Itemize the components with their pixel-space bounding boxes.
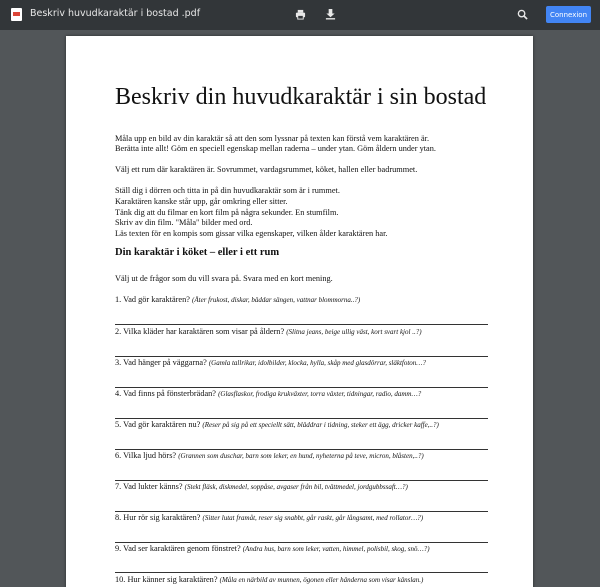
question-hint: (Äter frukost, diskar, bäddar sängen, vattnar blommorna..?)	[192, 296, 361, 304]
viewer-toolbar	[0, 0, 600, 30]
answer-line	[115, 418, 488, 419]
question-text: 1. Vad gör karaktären?	[115, 295, 190, 304]
question-8	[115, 513, 423, 522]
question-text: 10. Hur känner sig karaktären?	[115, 575, 218, 584]
intro-line: Tänk dig att du filmar en kort film på några sekunder. En stumfilm.	[115, 208, 339, 217]
question-text: 5. Vad gör karaktären nu?	[115, 420, 201, 429]
question-2	[115, 327, 422, 336]
intro-line: Måla upp en bild av din karaktär så att den som lyssnar på texten kan förstå vem karaktären är.	[115, 134, 430, 143]
question-hint: (Reser på sig på ett speciellt sätt, bläddrar i tidning, steker ett ägg, dricker kaffe,..?)	[202, 421, 439, 429]
question-hint: (Glasflaskor, frodiga krukväxter, torra växter, tidningar, radio, damm…?	[218, 390, 422, 398]
answer-line	[115, 387, 488, 388]
question-text: 8. Hur rör sig karaktären?	[115, 513, 201, 522]
question-6	[115, 451, 424, 460]
intro-line: Karaktären kanske står upp, går omkring eller sitter.	[115, 197, 288, 206]
file-title: Beskriv huvudkaraktär i bostad .pdf	[30, 8, 201, 19]
question-text: 2. Vilka kläder har karaktären som visar på åldern?	[115, 327, 285, 336]
zoom-icon	[517, 9, 528, 20]
download-button[interactable]	[322, 6, 338, 22]
print-icon	[295, 9, 306, 20]
question-hint: (Stekt fläsk, diskmedel, soppåse, avgaser från bil, tvättmedel, jordgubbssaft…?)	[184, 483, 408, 491]
question-1	[115, 295, 360, 304]
question-hint: (Sitter lutat framåt, reser sig snabbt, går raskt, går långsamt, med rollator…?)	[202, 514, 424, 522]
connect-button[interactable]: Connexion	[546, 6, 591, 23]
intro-line: Skriv av din film. "Måla" bilder med ord.	[115, 218, 253, 227]
section-heading: Din karaktär i köket – eller i ett rum	[115, 247, 280, 258]
answer-line	[115, 356, 488, 357]
intro-line: Läs texten för en kompis som gissar vilka egenskaper, vilken ålder karaktären har.	[115, 229, 388, 238]
question-hint: (Grannen som duschar, barn som leker, en hund, nyheterna på teve, micron, blåsten,..?)	[178, 452, 424, 460]
question-5	[115, 420, 439, 429]
question-7	[115, 482, 408, 491]
answer-line	[115, 324, 488, 325]
question-text: 9. Vad ser karaktären genom fönstret?	[115, 544, 241, 553]
question-hint: (Måla en närbild av munnen, ögonen eller händerna som visar känslan.)	[219, 576, 424, 584]
question-4	[115, 389, 421, 398]
question-10	[115, 575, 423, 584]
answer-line	[115, 572, 488, 573]
pdf-page	[66, 36, 533, 587]
question-hint: (Slitna jeans, beige ullig väst, kort svart kjol ..?)	[286, 328, 422, 336]
question-3	[115, 358, 426, 367]
print-button[interactable]	[292, 6, 308, 22]
pdf-file-icon	[11, 8, 22, 21]
document-title: Beskriv din huvudkaraktär i sin bostad	[115, 84, 487, 110]
intro-line: Välj ett rum där karaktären är. Sovrummet, vardagsrummet, köket, hallen eller badrummet.	[115, 165, 418, 174]
answer-line	[115, 480, 488, 481]
answer-line	[115, 511, 488, 512]
question-text: 6. Vilka ljud hörs?	[115, 451, 177, 460]
download-icon	[325, 8, 336, 20]
question-text: 7. Vad lukter känns?	[115, 482, 183, 491]
zoom-button[interactable]	[514, 6, 530, 22]
question-hint: (Andra hus, barn som leker, vatten, himmel, polisbil, skog, snö…?)	[242, 545, 430, 553]
question-9	[115, 544, 430, 553]
section-instruction: Välj ut de frågor som du vill svara på. Svara med en kort mening.	[115, 274, 333, 283]
question-text: 3. Vad hänger på väggarna?	[115, 358, 207, 367]
document-viewer[interactable]	[0, 30, 600, 587]
intro-line: Ställ dig i dörren och titta in på din huvudkaraktär som är i rummet.	[115, 186, 340, 195]
question-text: 4. Vad finns på fönsterbrädan?	[115, 389, 216, 398]
answer-line	[115, 449, 488, 450]
intro-line: Berätta inte allt! Göm en speciell egenskap mellan raderna – under ytan. Göm åldern under ytan.	[115, 144, 436, 153]
question-hint: (Gamla tallrikar, idolbilder, klocka, hylla, skåp med glasdörrar, släktfoton…?	[208, 359, 427, 367]
answer-line	[115, 542, 488, 543]
